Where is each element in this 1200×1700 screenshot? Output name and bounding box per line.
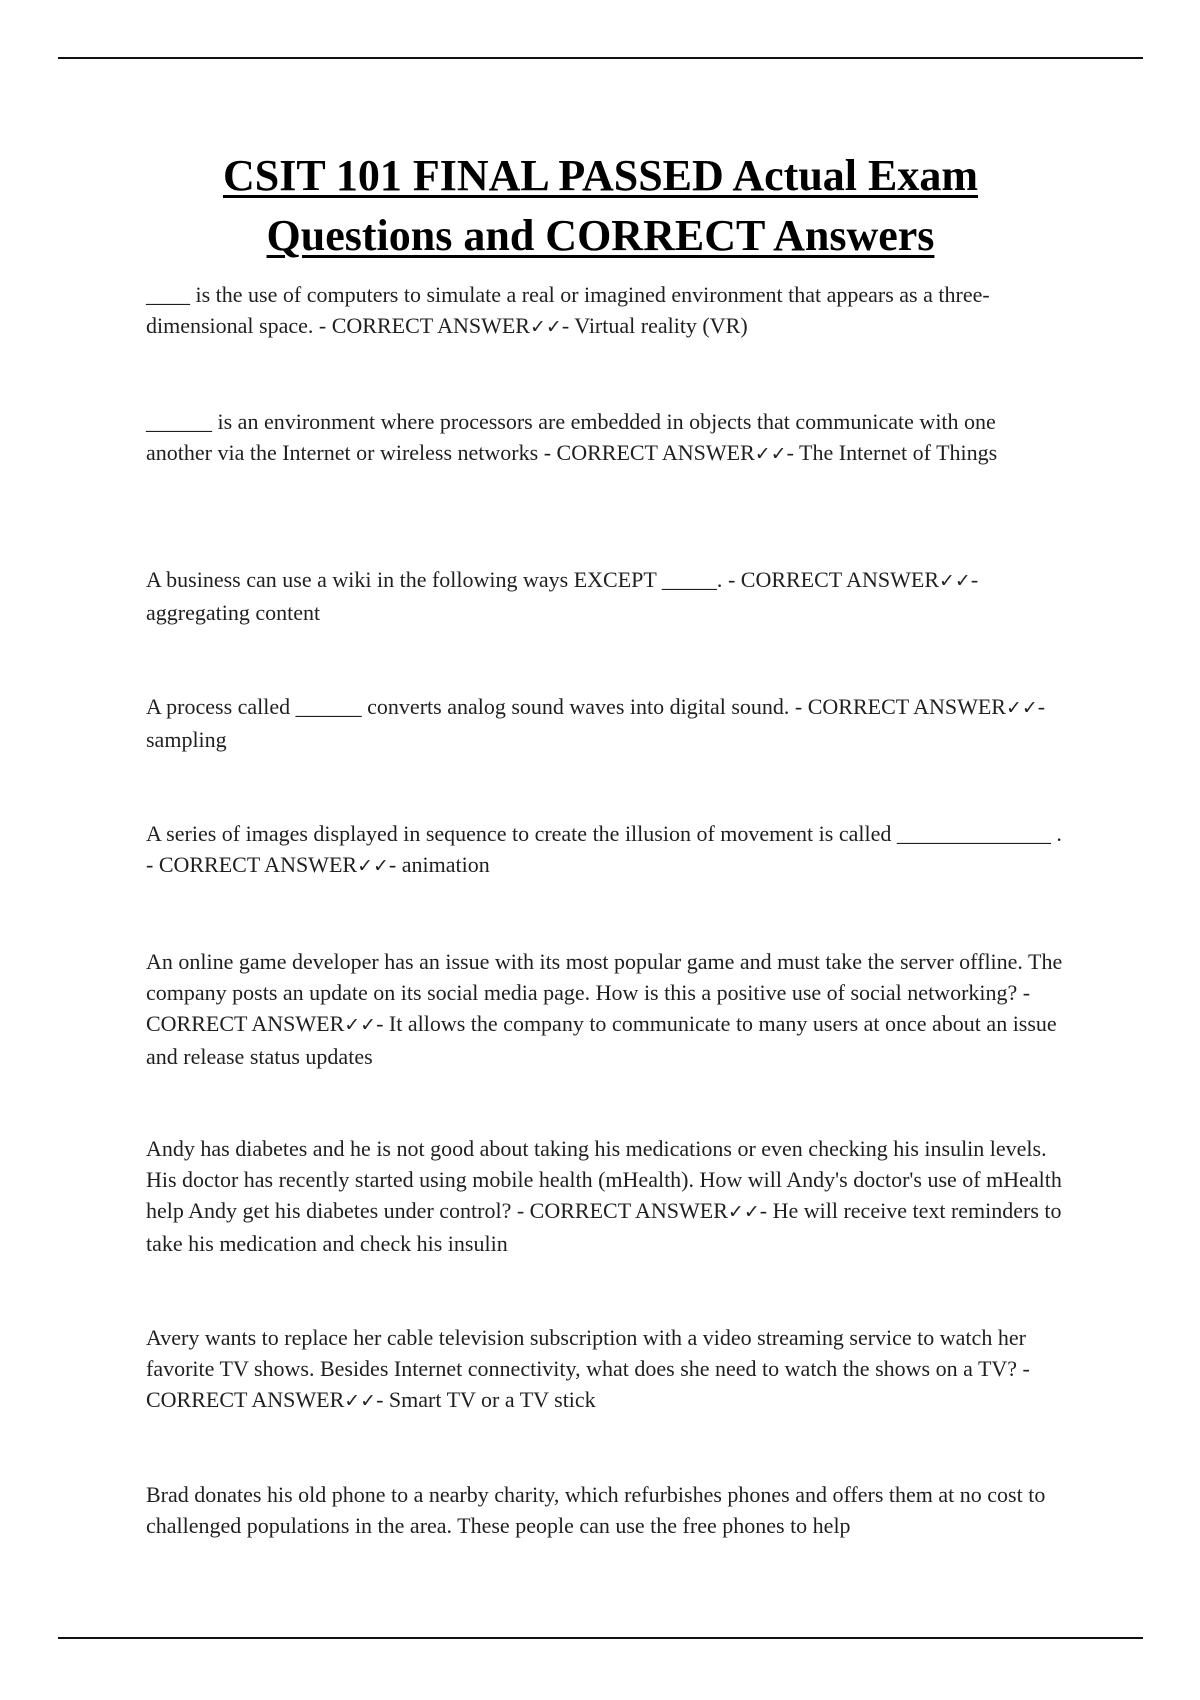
question-text: ____ is the use of computers to simulate a real or imagined environment that appears as a three-dimensional space. bbox=[146, 282, 990, 338]
qa-item-6 bbox=[146, 946, 1066, 1072]
double-check-icon: ✓✓ bbox=[344, 1390, 377, 1412]
answer-prefix: - CORRECT ANSWER bbox=[789, 694, 1006, 719]
double-check-icon: ✓✓ bbox=[344, 1014, 377, 1036]
double-check-icon: ✓✓ bbox=[939, 570, 971, 592]
double-check-icon: ✓✓ bbox=[357, 855, 389, 877]
answer-prefix: - CORRECT ANSWER bbox=[511, 1198, 728, 1223]
top-rule bbox=[58, 57, 1143, 59]
qa-item-5 bbox=[146, 818, 1066, 882]
answer-text: It allows the company to communicate to many users at once about an issue and release status updates bbox=[146, 1011, 1057, 1069]
qa-item-3 bbox=[146, 564, 1066, 628]
answer-separator: - bbox=[388, 852, 402, 877]
answer-text: animation bbox=[401, 852, 490, 877]
answer-separator: - bbox=[1037, 694, 1046, 719]
qa-item-1 bbox=[146, 279, 1066, 343]
title-line-1: CSIT 101 FINAL PASSED Actual Exam bbox=[222, 151, 979, 200]
double-check-icon: ✓✓ bbox=[1005, 697, 1038, 719]
question-text: Avery wants to replace her cable television subscription with a video streaming service to watch her favorite TV shows. Besides Internet connectivity, what does she need to watch the shows on a TV? bbox=[146, 1325, 1026, 1381]
answer-text: aggregating content bbox=[146, 600, 321, 625]
double-check-icon: ✓✓ bbox=[754, 443, 787, 465]
answer-text: Smart TV or a TV stick bbox=[388, 1387, 596, 1412]
double-check-icon: ✓✓ bbox=[727, 1201, 760, 1223]
question-text: A process called ______ converts analog sound waves into digital sound. bbox=[146, 694, 790, 719]
qa-item-7 bbox=[146, 1133, 1066, 1259]
double-check-icon: ✓✓ bbox=[529, 316, 562, 338]
answer-prefix: - CORRECT ANSWER bbox=[722, 567, 939, 592]
title-line-2: Questions and CORRECT Answers bbox=[266, 211, 935, 260]
answer-separator: - bbox=[376, 1387, 389, 1412]
answer-separator: - bbox=[786, 440, 800, 465]
question-text: A series of images displayed in sequence to create the illusion of movement is called ______________ . bbox=[146, 821, 1062, 846]
document-title bbox=[58, 146, 1143, 266]
qa-item-9 bbox=[146, 1479, 1066, 1541]
answer-text: Virtual reality (VR) bbox=[574, 313, 748, 338]
answer-prefix: - CORRECT ANSWER bbox=[146, 1356, 1030, 1412]
answer-text: He will receive text reminders to take his medication and check his insulin bbox=[146, 1198, 1062, 1256]
question-text: ______ is an environment where processors are embedded in objects that communicate with one another via the Internet or wireless networks bbox=[146, 409, 996, 465]
answer-separator: - bbox=[561, 313, 575, 338]
answer-separator: - bbox=[759, 1198, 773, 1223]
answer-separator: - bbox=[376, 1011, 389, 1036]
qa-item-2 bbox=[146, 406, 1066, 470]
answer-text: The Internet of Things bbox=[799, 440, 998, 465]
bottom-rule bbox=[58, 1637, 1143, 1639]
question-text: Andy has diabetes and he is not good about taking his medications or even checking his insulin levels. His doctor has recently started using mobile health (mHealth). How will Andy's doctor's use of mHealth help Andy get his diabetes under control? bbox=[146, 1136, 1062, 1223]
answer-prefix: - CORRECT ANSWER bbox=[313, 313, 530, 338]
qa-item-4 bbox=[146, 691, 1066, 755]
answer-prefix: - CORRECT ANSWER bbox=[538, 440, 755, 465]
answer-separator: - bbox=[970, 567, 979, 592]
question-text: Brad donates his old phone to a nearby charity, which refurbishes phones and offers them at no cost to challenged populations in the area. These people can use the free phones to help bbox=[146, 1482, 1046, 1538]
question-text: An online game developer has an issue with its most popular game and must take the server offline. The company posts an update on its social media page. How is this a positive use of social networking? bbox=[146, 949, 1063, 1005]
answer-prefix: - CORRECT ANSWER bbox=[146, 852, 358, 877]
qa-item-8 bbox=[146, 1322, 1066, 1417]
question-text: A business can use a wiki in the following ways EXCEPT _____. bbox=[146, 567, 723, 592]
answer-text: sampling bbox=[146, 727, 227, 752]
answer-prefix: - CORRECT ANSWER bbox=[146, 980, 1031, 1036]
